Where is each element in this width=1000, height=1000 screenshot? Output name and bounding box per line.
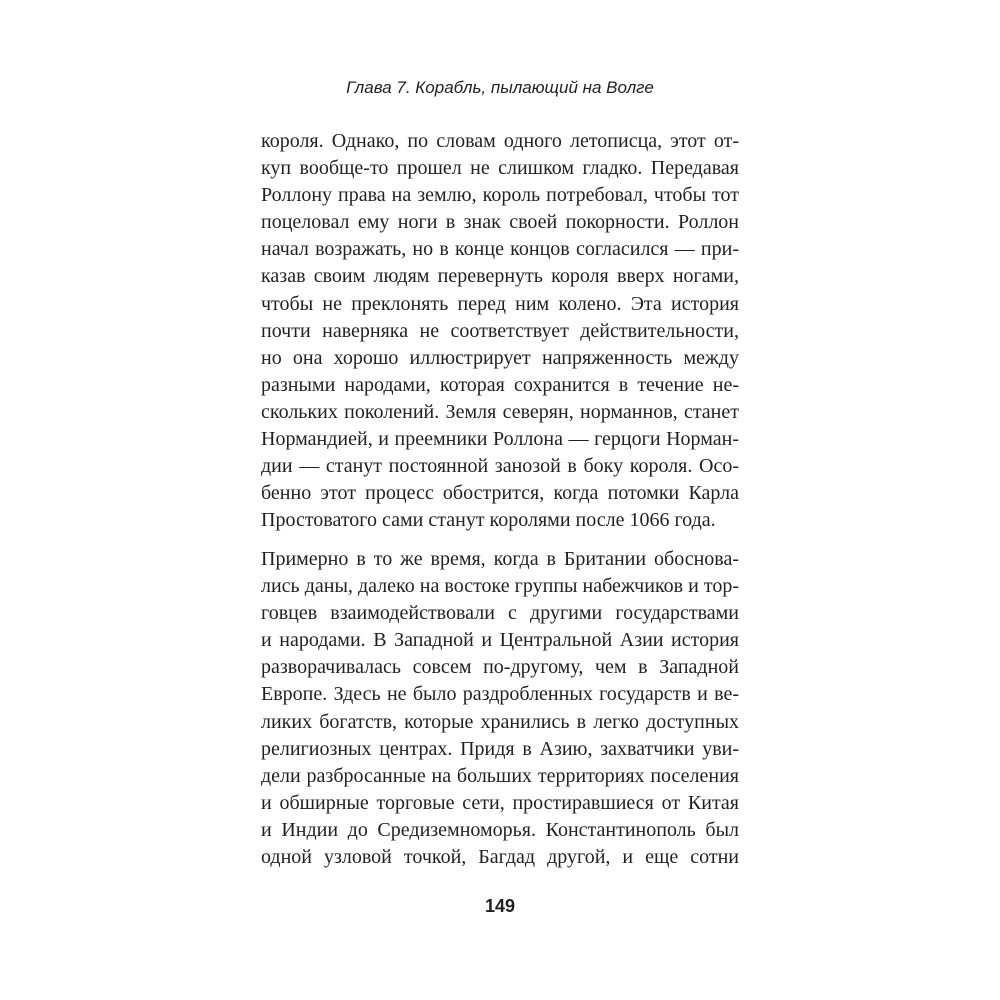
page-number: 149 (484, 896, 516, 916)
text-line: бенно этот процесс обострится, когда потомки Карла (261, 482, 739, 505)
text-line: и обширные торговые сети, простиравшиеся от Китая (261, 791, 739, 814)
text-line: и народами. В Западной и Центральной Азии история (261, 629, 739, 652)
text-line: Роллону права на землю, король потребовал, чтобы тот (261, 184, 739, 207)
text-line: одной узловой точкой, Багдад другой, и еще сотни (261, 846, 739, 869)
text-line: скольких поколений. Земля северян, норманнов, станет (261, 400, 739, 423)
text-line: почти наверняка не соответствует действительности, (261, 319, 739, 342)
text-line: ликих богатств, которые хранились в легко доступных (261, 710, 739, 733)
text-line: куп вообще-то прошел не слишком гладко. Передавая (261, 157, 739, 180)
paragraph-2 (261, 546, 739, 871)
text-line: дии — станут постоянной занозой в боку короля. Осо- (261, 455, 739, 478)
text-line: лись даны, далеко на востоке группы набежчиков и тор- (261, 575, 739, 598)
text-line: разными народами, которая сохранится в течение не- (261, 373, 739, 396)
paragraph-1 (261, 128, 739, 534)
text-line: Нормандией, и преемники Роллона — герцоги Норман- (261, 428, 739, 451)
text-line: поцеловал ему ноги в знак своей покорности. Роллон (261, 211, 739, 234)
text-line: говцев взаимодействовали с другими государствами (261, 602, 739, 625)
text-line: и Индии до Средиземноморья. Константинополь был (261, 818, 739, 841)
text-line: начал возражать, но в конце концов согласился — при- (261, 238, 739, 261)
text-line: короля. Однако, по словам одного летописца, этот от- (261, 130, 739, 152)
running-header: Глава 7. Корабль, пылающий на Волге (346, 78, 654, 97)
text-line: Примерно в то же время, когда в Британии обоснова- (261, 548, 739, 570)
text-line: разворачивалась совсем по-другому, чем в Западной (261, 656, 739, 679)
text-line: религиозных центрах. Придя в Азию, захватчики уви- (261, 737, 739, 760)
text-line: казав своим людям перевернуть короля вверх ногами, (261, 265, 739, 288)
text-line: чтобы не преклонять перед ним колено. Эта история (261, 292, 739, 315)
text-line: Европе. Здесь не было раздробленных государств и ве- (261, 683, 739, 706)
text-line: но она хорошо иллюстрирует напряженность между (261, 346, 739, 369)
text-line: дели разбросанные на больших территориях поселения (261, 764, 739, 787)
text-line: Простоватого сами станут королями после 1066 года. (261, 509, 716, 532)
